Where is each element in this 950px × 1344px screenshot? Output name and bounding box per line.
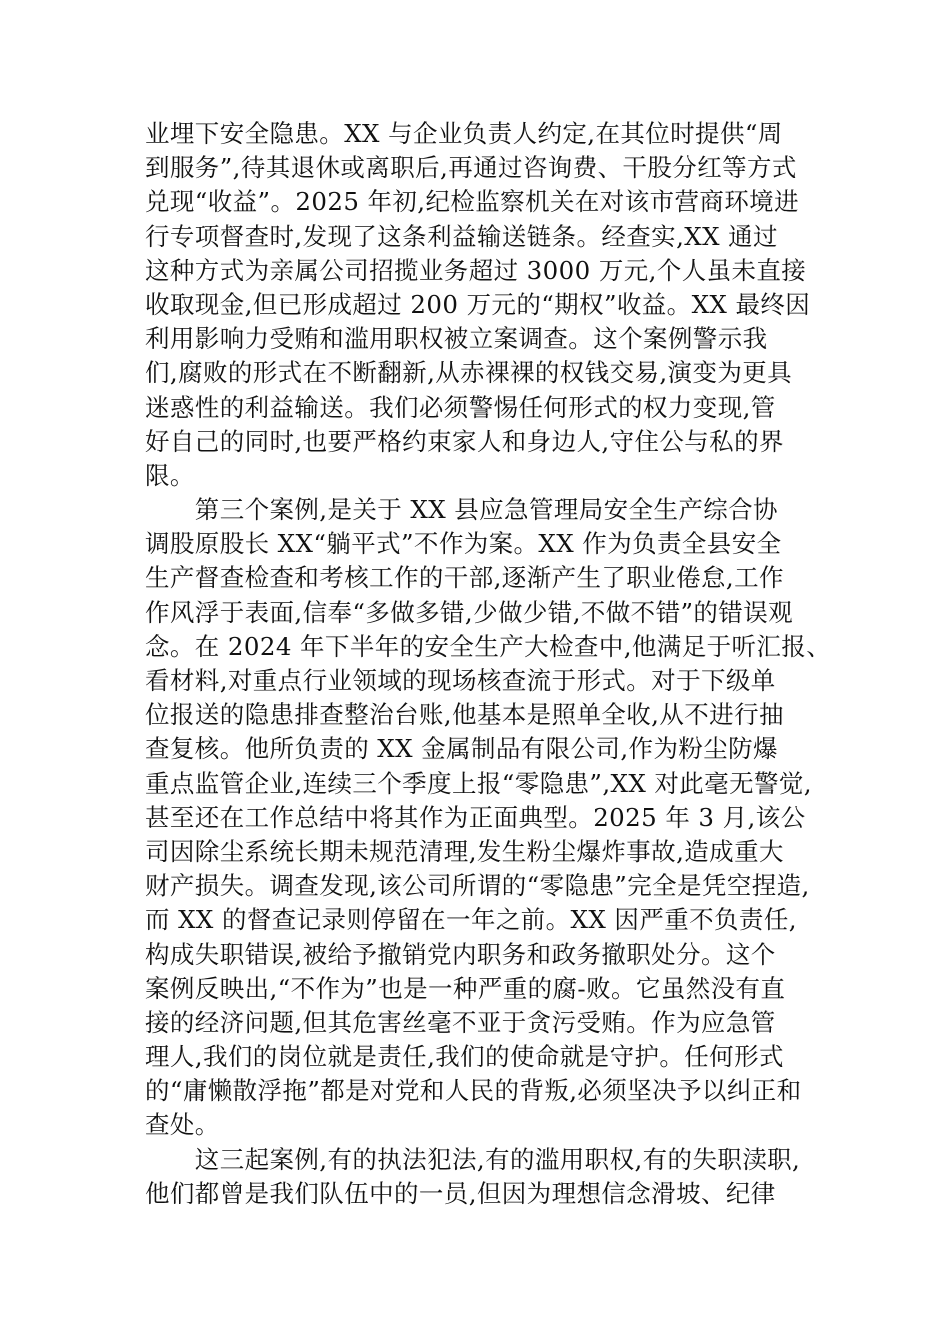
text-line: 们,腐败的形式在不断翻新,从赤裸裸的权钱交易,演变为更具 (145, 358, 793, 388)
text-line: 到服务”,待其退休或离职后,再通过咨询费、干股分红等方式 (145, 153, 797, 183)
text-line: 重点监管企业,连续三个季度上报“零隐患”,XX 对此毫无警觉, (145, 768, 812, 798)
body-text (145, 117, 832, 1211)
text-line: 他们都曾是我们队伍中的一员,但因为理想信念滑坡、纪律 (145, 1178, 776, 1208)
text-line: 生产督查检查和考核工作的干部,逐渐产生了职业倦怠,工作 (145, 563, 784, 593)
text-line: 构成失职错误,被给予撤销党内职务和政务撤职处分。这个 (145, 939, 776, 969)
text-line: 兑现“收益”。2025 年初,纪检监察机关在对该市营商环境进 (145, 187, 799, 217)
text-line: 的“庸懒散浮拖”都是对党和人民的背叛,必须坚决予以纠正和 (145, 1076, 802, 1106)
text-line: 司因除尘系统长期未规范清理,发生粉尘爆炸事故,造成重大 (145, 836, 784, 866)
text-line: 理人,我们的岗位就是责任,我们的使命就是守护。任何形式 (145, 1042, 784, 1072)
text-line: 甚至还在工作总结中将其作为正面典型。2025 年 3 月,该公 (145, 802, 806, 832)
paragraph-start-line: 第三个案例,是关于 XX 县应急管理局安全生产综合协 (145, 495, 778, 525)
text-line: 案例反映出,“不作为”也是一种严重的腐-败。它虽然没有直 (145, 973, 786, 1003)
text-line: 而 XX 的督查记录则停留在一年之前。XX 因严重不负责任, (145, 905, 797, 935)
paragraph-start-line: 这三起案例,有的执法犯法,有的滥用职权,有的失职渎职, (145, 1144, 801, 1174)
text-line: 接的经济问题,但其危害丝毫不亚于贪污受贿。作为应急管 (145, 1007, 776, 1037)
text-line: 行专项督查时,发现了这条利益输送链条。经查实,XX 通过 (145, 221, 778, 251)
text-line: 迷惑性的利益输送。我们必须警惕任何形式的权力变现,管 (145, 392, 776, 422)
text-line: 限。 (145, 460, 195, 490)
text-line: 财产损失。调查发现,该公司所谓的“零隐患”完全是凭空捏造, (145, 871, 810, 901)
text-line: 看材料,对重点行业领域的现场核查流于形式。对于下级单 (145, 666, 776, 695)
text-line: 调股原股长 XX“躺平式”不作为案。XX 作为负责全县安全 (145, 529, 782, 559)
text-line: 好自己的同时,也要严格约束家人和身边人,守住公与私的界 (145, 426, 784, 456)
text-line: 查处。 (145, 1110, 220, 1140)
text-line: 查复核。他所负责的 XX 金属制品有限公司,作为粉尘防爆 (145, 734, 778, 764)
text-line: 念。在 2024 年下半年的安全生产大检查中,他满足于听汇报、 (145, 631, 832, 661)
text-line: 这种方式为亲属公司招揽业务超过 3000 万元,个人虽未直接 (145, 255, 807, 285)
text-line: 作风浮于表面,信奉“多做多错,少做少错,不做不错”的错误观 (145, 597, 794, 627)
text-line: 利用影响力受贿和滥用职权被立案调查。这个案例警示我 (145, 324, 768, 354)
text-line: 业埋下安全隐患。XX 与企业负责人约定,在其位时提供“周 (145, 119, 783, 148)
text-line: 收取现金,但已形成超过 200 万元的“期权”收益。XX 最终因 (145, 289, 811, 319)
text-line: 位报送的隐患排查整治台账,他基本是照单全收,从不进行抽 (145, 700, 784, 730)
